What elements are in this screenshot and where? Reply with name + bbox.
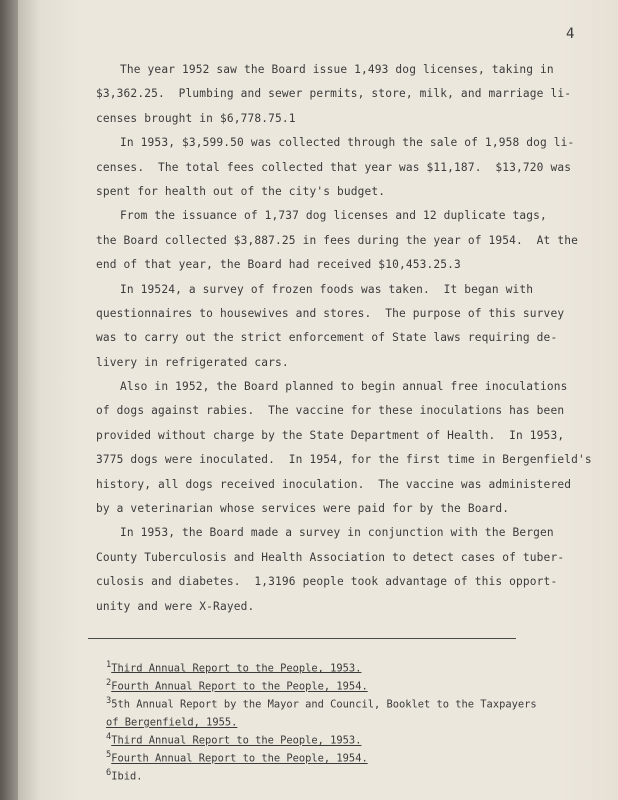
footnote-number: 5 [106, 750, 112, 761]
paragraph-line: County Tuberculosis and Health Association to detect cases of tuber- [96, 550, 565, 564]
body-text [96, 58, 592, 619]
footnotes [106, 658, 546, 784]
footnote-number: 1 [106, 660, 112, 670]
paragraph-line: In 1953, $3,599.50 was collected through the sale of 1,958 dog li- [120, 136, 575, 150]
paragraph-line: The year 1952 saw the Board issue 1,493 dog licenses, taking in [120, 63, 554, 76]
footnote-text: of Bergenfield, 1955. [106, 716, 238, 729]
paragraph-line: culosis and diabetes. 1,3196 people took advantage of this opport- [96, 575, 558, 589]
paragraph-line: 3775 dogs were inoculated. In 1954, for the first time in Bergenfield's [96, 453, 592, 467]
paragraph-line: provided without charge by the State Department of Health. In 1953, [96, 428, 565, 442]
footnote-text: Third Annual Report to the People, 1953. [111, 662, 362, 675]
footnote [106, 712, 546, 730]
paragraph-line: of dogs against rabies. The vaccine for these inoculations has been [96, 404, 565, 418]
paragraph-line: From the issuance of 1,737 dog licenses and 12 duplicate tags, [120, 209, 547, 223]
paragraph-line: censes brought in $6,778.75.1 [96, 111, 296, 125]
paragraph-line: $3,362.25. Plumbing and sewer permits, store, milk, and marriage li- [96, 87, 572, 101]
footnote-number: 3 [106, 696, 112, 707]
paragraph-line: by a veterinarian whose services were paid for by the Board. [96, 502, 510, 516]
paragraph-line: was to carry out the strict enforcement of State laws requiring de- [96, 331, 558, 345]
footnote-text: Fourth Annual Report to the People, 1954. [111, 680, 368, 693]
footnote [106, 748, 546, 766]
page-number: 4 [566, 26, 575, 42]
paragraph-line: the Board collected $3,887.25 in fees during the year of 1954. At the [96, 233, 578, 247]
paragraph-line: end of that year, the Board had received $10,453.25.3 [96, 258, 461, 272]
paragraph-line: history, all dogs received inoculation. The vaccine was administered [96, 477, 572, 491]
footnote [106, 766, 546, 784]
paragraph-line: censes. The total fees collected that year was $11,187. $13,720 was [96, 160, 572, 174]
binding-gutter [0, 0, 18, 800]
paragraph-line: In 19524, a survey of frozen foods was taken. It began with [120, 282, 534, 296]
footnote [106, 658, 546, 676]
footnote-divider [88, 638, 516, 639]
paragraph-line: Also in 1952, the Board planned to begin annual free inoculations [120, 380, 568, 394]
footnote-text: Fourth Annual Report to the People, 1954. [111, 752, 368, 765]
paragraph-line: spent for health out of the city's budget. [96, 184, 386, 198]
footnote [106, 694, 546, 712]
paragraph-line: unity and were X-Rayed. [96, 599, 255, 613]
footnote-text: Third Annual Report to the People, 1953. [111, 734, 362, 747]
footnote-number: 6 [106, 768, 112, 779]
paragraph-line: questionnaires to housewives and stores. The purpose of this survey [96, 306, 565, 320]
footnote-number: 4 [106, 732, 112, 743]
footnote [106, 676, 546, 694]
footnote-text: Ibid. [111, 770, 143, 783]
footnote-text: 5th Annual Report by the Mayor and Council, Booklet to the Taxpayers [111, 698, 537, 711]
paragraph-line: In 1953, the Board made a survey in conjunction with the Bergen [120, 526, 554, 540]
paragraph-line: livery in refrigerated cars. [96, 355, 289, 369]
footnote [106, 730, 546, 748]
footnote-number: 2 [106, 678, 112, 689]
